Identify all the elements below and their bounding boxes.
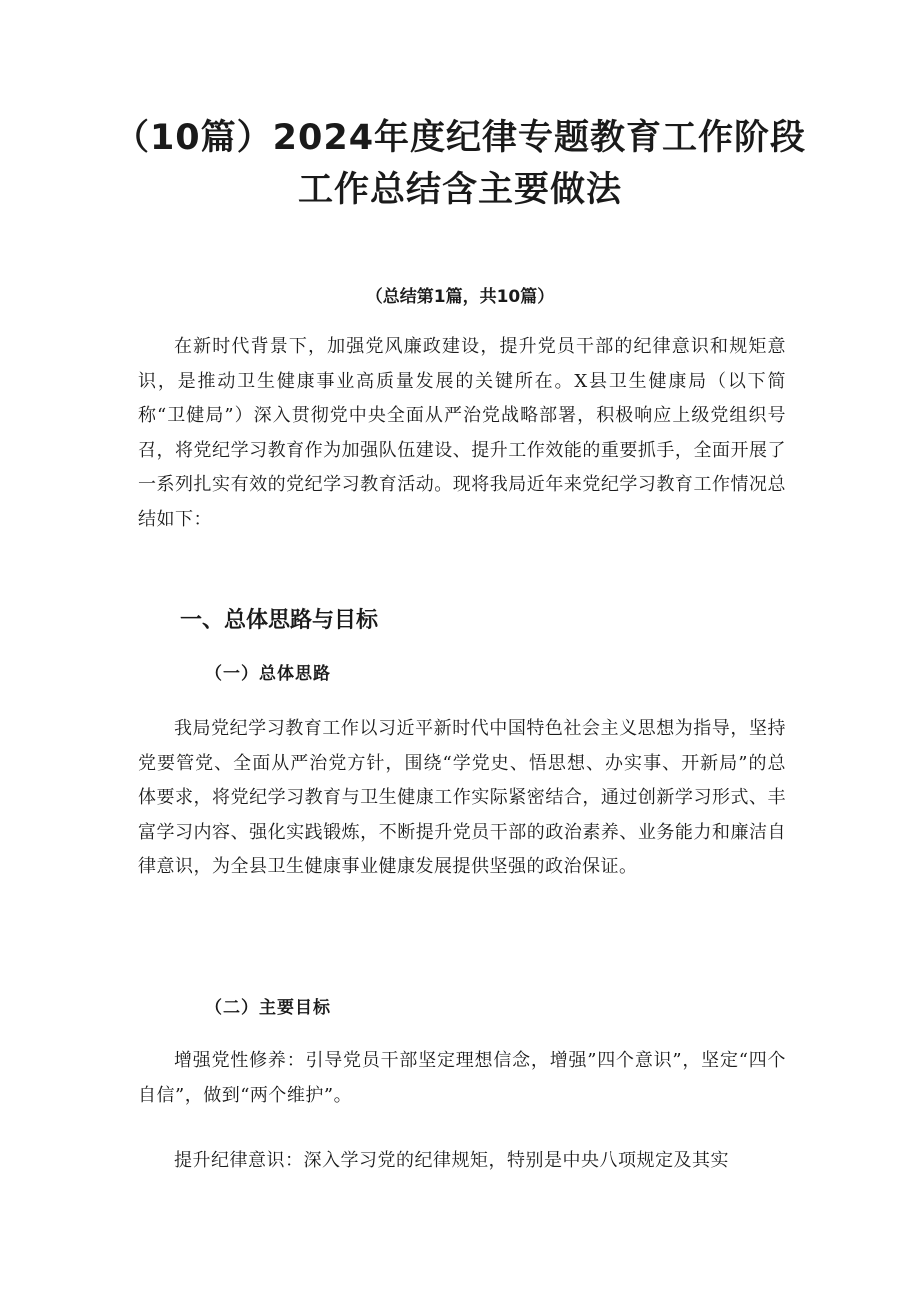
intro-paragraph: 在新时代背景下，加强党风廉政建设，提升党员干部的纪律意识和规矩意识，是推动卫生健康事业高质量发展的关键所在。X县卫生健康局（以下简称“卫健局”）深入贯彻党中央全面从严治党战略部署，积极响应上级党组织号召，将党纪学习教育作为加强队伍建设、提升工作效能的重要抓手，全面开展了一系列扎实有效的党纪学习教育活动。现将我局近年来党纪学习教育工作情况总结如下： [138, 336, 786, 530]
subsection-heading-main-goals: （二）主要目标 [205, 998, 331, 1018]
goal-paragraph-discipline: 提升纪律意识：深入学习党的纪律规矩，特别是中央八项规定及其实 [174, 1150, 729, 1171]
subsection-heading-general-idea: （一）总体思路 [205, 664, 331, 684]
document-title-line-2: 工作总结含主要做法 [297, 170, 622, 210]
document-title-line-1: （10篇）2024年度纪律专题教育工作阶段 [113, 118, 807, 158]
goal-paragraph-party-spirit: 增强党性修养：引导党员干部坚定理想信念，增强”四个意识”，坚定“四个自信”，做到“两个维护”。 [138, 1050, 786, 1106]
section-heading: 一、总体思路与目标 [180, 608, 379, 633]
general-idea-paragraph: 我局党纪学习教育工作以习近平新时代中国特色社会主义思想为指导，坚持党要管党、全面从严治党方针，围绕“学党史、悟思想、办实事、开新局”的总体要求，将党纪学习教育与卫生健康工作实际紧密结合，通过创新学习形式、丰富学习内容、强化实践锻炼，不断提升党员干部的政治素养、业务能力和廉洁自律意识，为全县卫生健康事业健康发展提供坚强的政治保证。 [138, 718, 786, 877]
document-subtitle: （总结第1篇，共10篇） [365, 287, 555, 307]
